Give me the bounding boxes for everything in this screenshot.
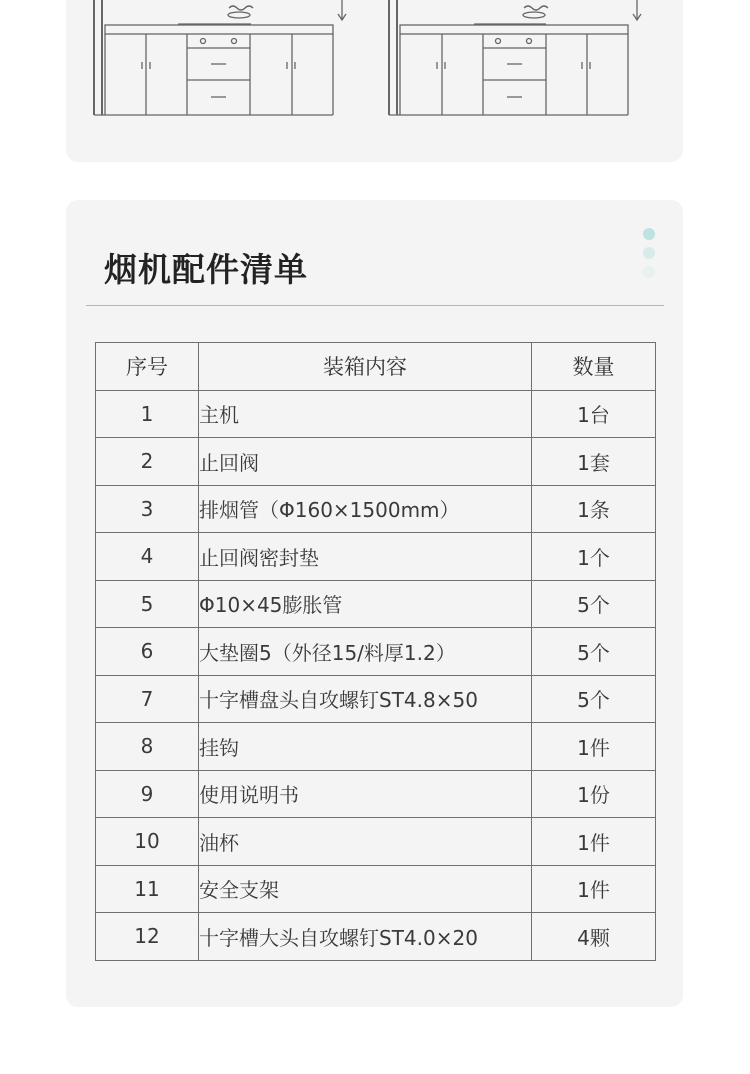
row-quantity: 5个: [532, 628, 656, 676]
row-quantity: 1套: [532, 438, 656, 486]
row-item-name: 使用说明书: [199, 770, 532, 818]
dot-icon: [643, 266, 655, 278]
row-item-name: 安全支架: [199, 865, 532, 913]
table-row: [96, 580, 656, 628]
row-quantity: 1个: [532, 533, 656, 581]
parts-table: [95, 342, 656, 961]
row-index: 2: [96, 438, 199, 486]
table-header-row: [96, 343, 656, 391]
table-row: [96, 675, 656, 723]
table-row: [96, 485, 656, 533]
dot-icon: [643, 247, 655, 259]
row-quantity: 1件: [532, 723, 656, 771]
table-row: [96, 818, 656, 866]
header-contents: 装箱内容: [199, 343, 532, 391]
row-index: 7: [96, 675, 199, 723]
row-item-name: 止回阀密封垫: [199, 533, 532, 581]
row-quantity: 5个: [532, 580, 656, 628]
row-index: 11: [96, 865, 199, 913]
table-row: [96, 770, 656, 818]
decorative-dots: [643, 228, 655, 285]
parts-list-card: [66, 200, 683, 1007]
cabinet-drawing-right: [389, 0, 641, 115]
header-index: 序号: [96, 343, 199, 391]
table-row: [96, 865, 656, 913]
dot-icon: [643, 228, 655, 240]
row-item-name: 排烟管（Φ160×1500mm）: [199, 485, 532, 533]
row-index: 1: [96, 390, 199, 438]
row-quantity: 1台: [532, 390, 656, 438]
row-item-name: 十字槽大头自攻螺钉ST4.0×20: [199, 913, 532, 961]
cabinet-drawing-left: [94, 0, 346, 115]
row-item-name: 主机: [199, 390, 532, 438]
row-item-name: Φ10×45膨胀管: [199, 580, 532, 628]
row-index: 9: [96, 770, 199, 818]
row-quantity: 1件: [532, 818, 656, 866]
header-quantity: 数量: [532, 343, 656, 391]
row-index: 12: [96, 913, 199, 961]
row-index: 5: [96, 580, 199, 628]
section-title: 烟机配件清单: [104, 250, 308, 289]
row-item-name: 止回阀: [199, 438, 532, 486]
title-divider: [86, 305, 664, 306]
row-index: 4: [96, 533, 199, 581]
installation-diagram-card: [66, 0, 683, 162]
table-row: [96, 438, 656, 486]
row-quantity: 1份: [532, 770, 656, 818]
table-row: [96, 723, 656, 771]
row-quantity: 1件: [532, 865, 656, 913]
row-quantity: 5个: [532, 675, 656, 723]
row-index: 6: [96, 628, 199, 676]
row-item-name: 十字槽盘头自攻螺钉ST4.8×50: [199, 675, 532, 723]
table-row: [96, 628, 656, 676]
table-row: [96, 390, 656, 438]
table-row: [96, 533, 656, 581]
row-quantity: 1条: [532, 485, 656, 533]
row-index: 10: [96, 818, 199, 866]
row-item-name: 大垫圈5（外径15/料厚1.2）: [199, 628, 532, 676]
table-row: [96, 913, 656, 961]
row-item-name: 油杯: [199, 818, 532, 866]
row-index: 3: [96, 485, 199, 533]
row-item-name: 挂钩: [199, 723, 532, 771]
row-index: 8: [96, 723, 199, 771]
row-quantity: 4颗: [532, 913, 656, 961]
cabinet-diagram: [66, 0, 683, 162]
